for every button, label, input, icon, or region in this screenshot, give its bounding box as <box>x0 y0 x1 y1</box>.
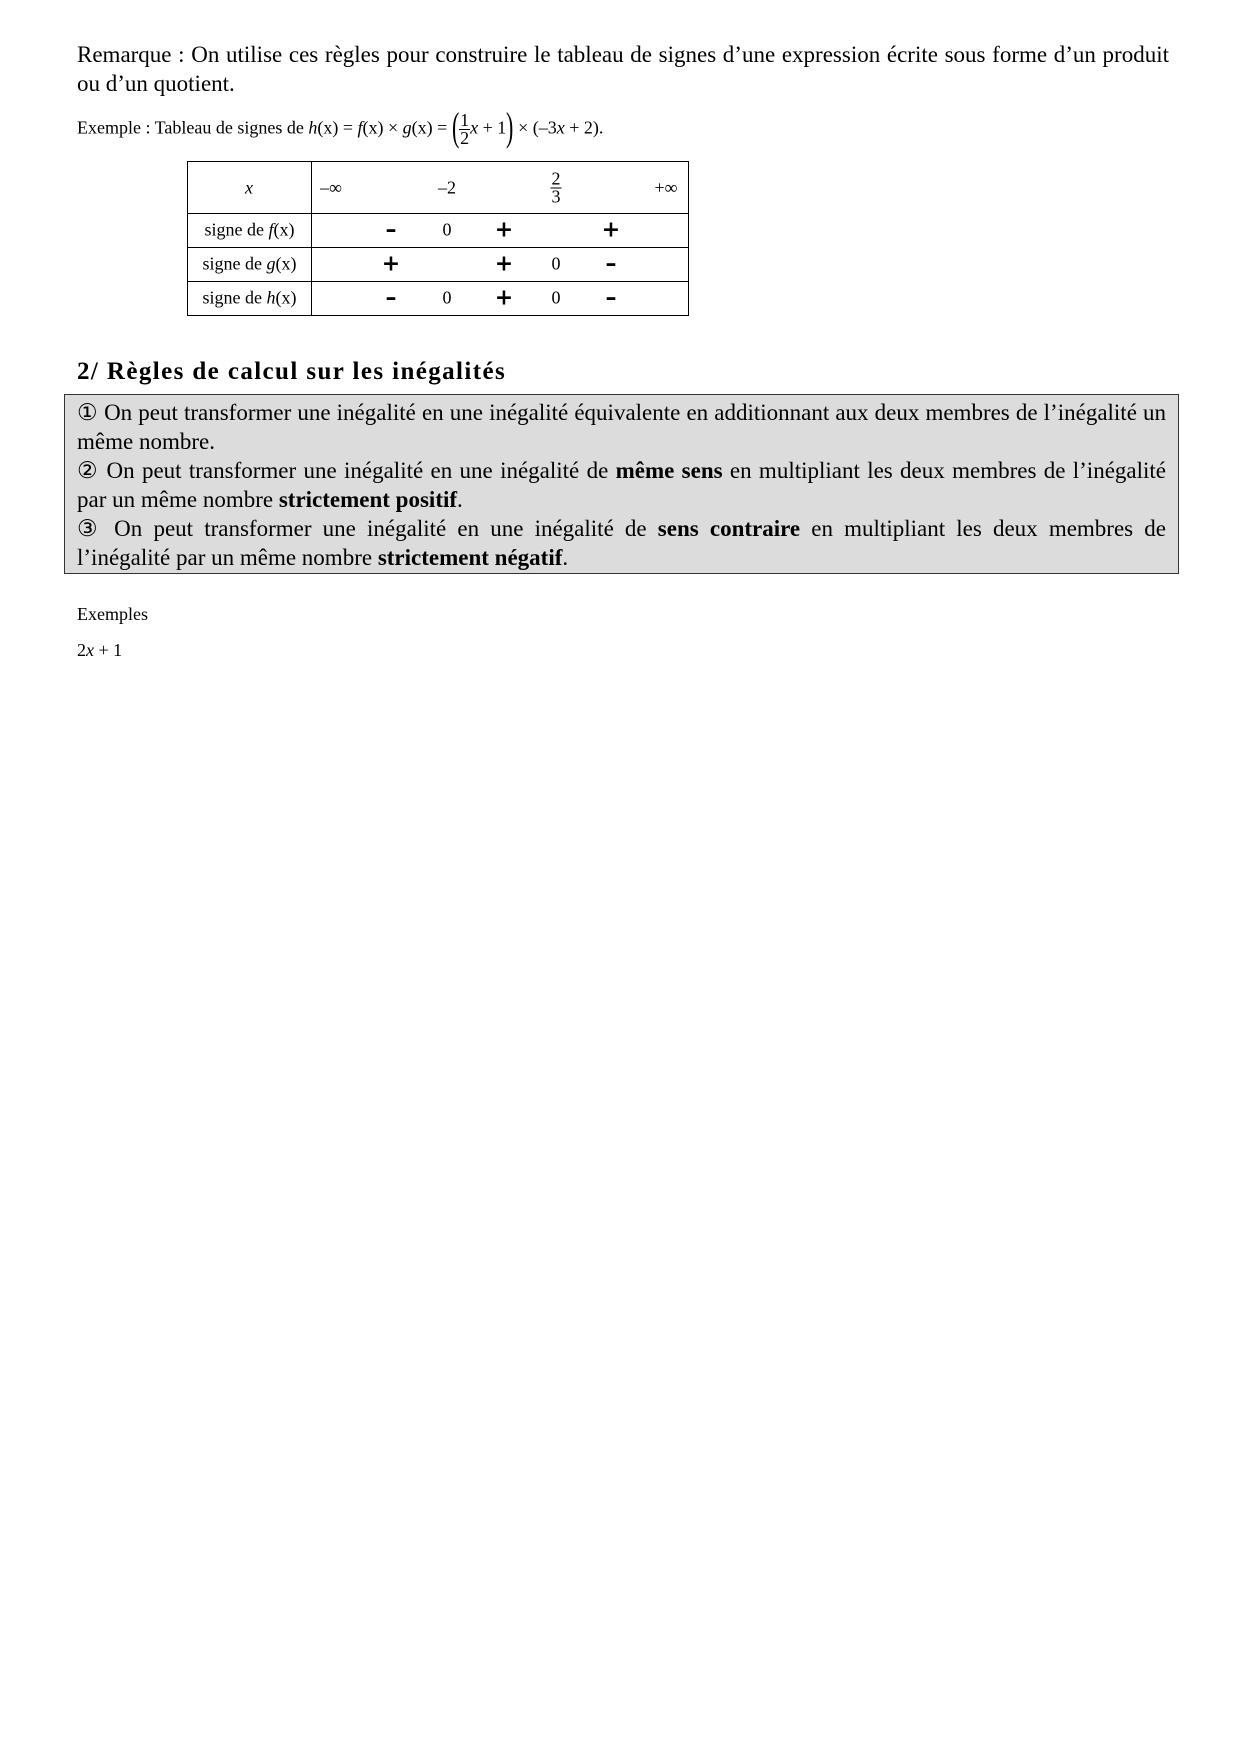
sign-h-2: 0 <box>442 287 452 308</box>
sign-g-1: + <box>381 251 401 277</box>
header-x-label: x <box>245 177 253 198</box>
sign-table <box>187 161 689 316</box>
sign-h-1: – <box>385 285 397 311</box>
x-value-plus-infinity: +∞ <box>654 177 678 198</box>
x-value-two-thirds: $\frac{2}{3}$ <box>551 168 561 207</box>
row-label-f: signe de f(x) <box>204 219 295 240</box>
rule-3: ③ On peut transformer une inégalité en une inégalité de sens contraire en multipliant les deux membres de l’inégalité par un même nombre strictement négatif. <box>77 516 1166 570</box>
row-label-g: signe de g(x) <box>202 253 297 274</box>
rule-1: ① On peut transformer une inégalité en une inégalité équivalente en additionnant aux deux membres de l’inégalité un même nombre. <box>77 400 1166 454</box>
sign-g-2: + <box>494 251 514 277</box>
rules-box <box>64 394 1179 574</box>
row-label-h: signe de h(x) <box>202 287 297 308</box>
sign-f-4: + <box>601 217 621 243</box>
remark-paragraph: Remarque : On utilise ces règles pour construire le tableau de signes d’une expression écrite sous forme d’un produit ou d’un quotient. <box>77 42 1169 96</box>
sign-f-3: + <box>494 217 514 243</box>
sign-h-4: 0 <box>551 287 561 308</box>
x-value-minus-two: –2 <box>438 177 456 198</box>
sign-f-1: – <box>385 217 397 243</box>
x-value-minus-infinity: –∞ <box>320 177 342 198</box>
sign-g-3: 0 <box>551 253 561 274</box>
example-expression: 2x + 1 <box>77 640 123 660</box>
section-title: 2/ Règles de calcul sur les inégalités <box>77 358 507 385</box>
sign-g-4: – <box>605 251 617 277</box>
examples-label: Exemples <box>77 604 148 624</box>
sign-h-5: – <box>605 285 617 311</box>
fraction-one-half: $\frac{1}{2}$ <box>460 110 470 148</box>
sign-f-2: 0 <box>442 219 452 240</box>
sign-h-3: + <box>494 285 514 311</box>
example-line: Exemple : Tableau de signes de h(x) = f(x) × g(x) = ( $\frac{1}{2}$ x + 1) × (–3x + 2). <box>77 103 604 149</box>
rule-2: ② On peut transformer une inégalité en une inégalité de même sens en multipliant les deux membres de l’inégalité par un même nombre strictement positif. <box>77 458 1166 512</box>
